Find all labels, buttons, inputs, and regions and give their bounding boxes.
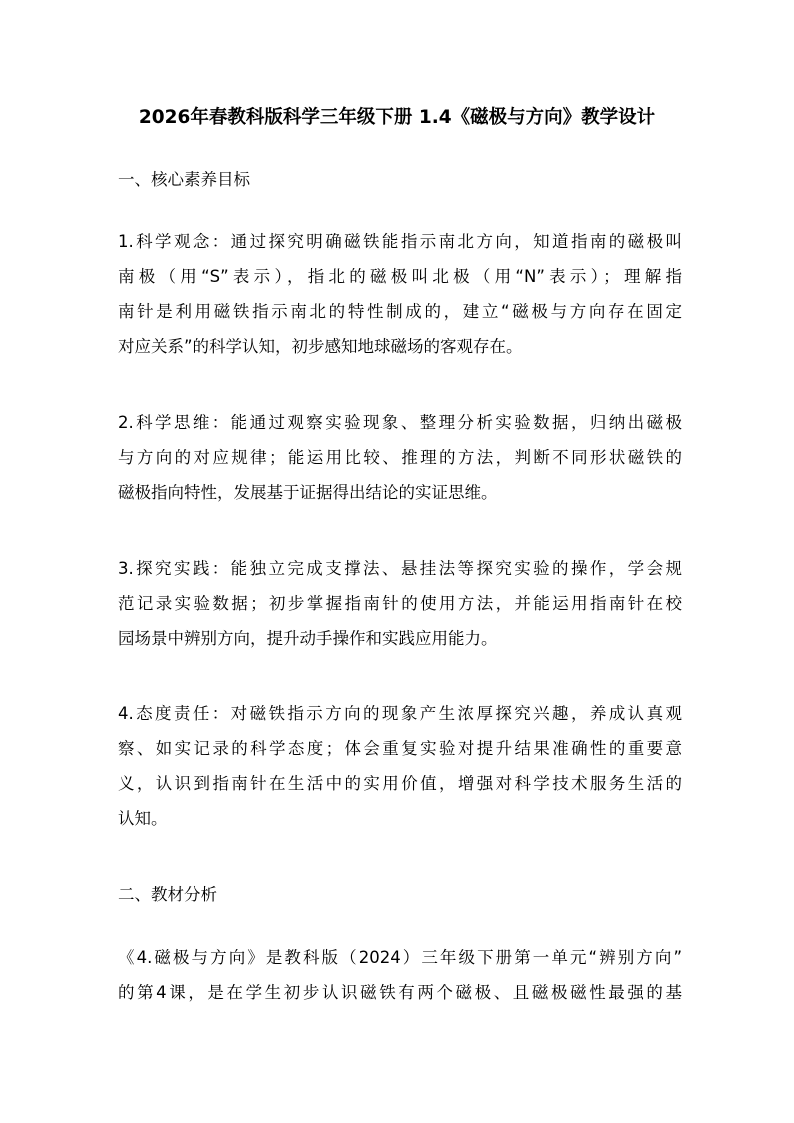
section-heading-textbook-analysis: 二、教材分析 <box>118 885 217 904</box>
paragraph-line: 的第4课，是在学生初步认识磁铁有两个磁极、且磁极磁性最强的基 <box>118 983 682 1002</box>
paragraph-line: 《4.磁极与方向》是教科版（2024）三年级下册第一单元“辨别方向” <box>118 948 682 967</box>
paragraph-science-thinking <box>118 405 682 510</box>
paragraph-attitude-responsibility <box>118 696 682 836</box>
paragraph-textbook-analysis <box>118 940 682 1010</box>
paragraph-line: 察、如实记录的科学态度；体会重复实验对提升结果准确性的重要意 <box>118 739 682 758</box>
paragraph-inquiry-practice <box>118 551 682 656</box>
paragraph-line: 2.科学思维：能通过观察实验现象、整理分析实验数据，归纳出磁极 <box>118 413 682 432</box>
paragraph-line: 与方向的对应规律；能运用比较、推理的方法，判断不同形状磁铁的 <box>118 448 682 467</box>
paragraph-line: 3.探究实践：能独立完成支撑法、悬挂法等探究实验的操作，学会规 <box>118 559 682 578</box>
paragraph-line: 认知。 <box>118 809 168 828</box>
section-heading-core-goals: 一、核心素养目标 <box>118 170 250 189</box>
paragraph-science-concept <box>118 224 682 364</box>
paragraph-line: 南针是利用磁铁指示南北的特性制成的，建立“磁极与方向存在固定 <box>118 302 682 321</box>
paragraph-line: 1.科学观念：通过探究明确磁铁能指示南北方向，知道指南的磁极叫 <box>118 232 682 251</box>
paragraph-line: 磁极指向特性，发展基于证据得出结论的实证思维。 <box>118 483 498 502</box>
paragraph-line: 园场景中辨别方向，提升动手操作和实践应用能力。 <box>118 629 498 648</box>
paragraph-line: 对应关系”的科学认知，初步感知地球磁场的客观存在。 <box>118 337 523 356</box>
paragraph-line: 南极（用“S”表示），指北的磁极叫北极（用“N”表示）；理解指 <box>118 267 682 286</box>
paragraph-line: 4.态度责任：对磁铁指示方向的现象产生浓厚探究兴趣，养成认真观 <box>118 704 682 723</box>
paragraph-line: 义，认识到指南针在生活中的实用价值，增强对科学技术服务生活的 <box>118 774 682 793</box>
document-title: 2026年春教科版科学三年级下册 1.4《磁极与方向》教学设计 <box>138 107 656 128</box>
paragraph-line: 范记录实验数据；初步掌握指南针的使用方法，并能运用指南针在校 <box>118 594 682 613</box>
